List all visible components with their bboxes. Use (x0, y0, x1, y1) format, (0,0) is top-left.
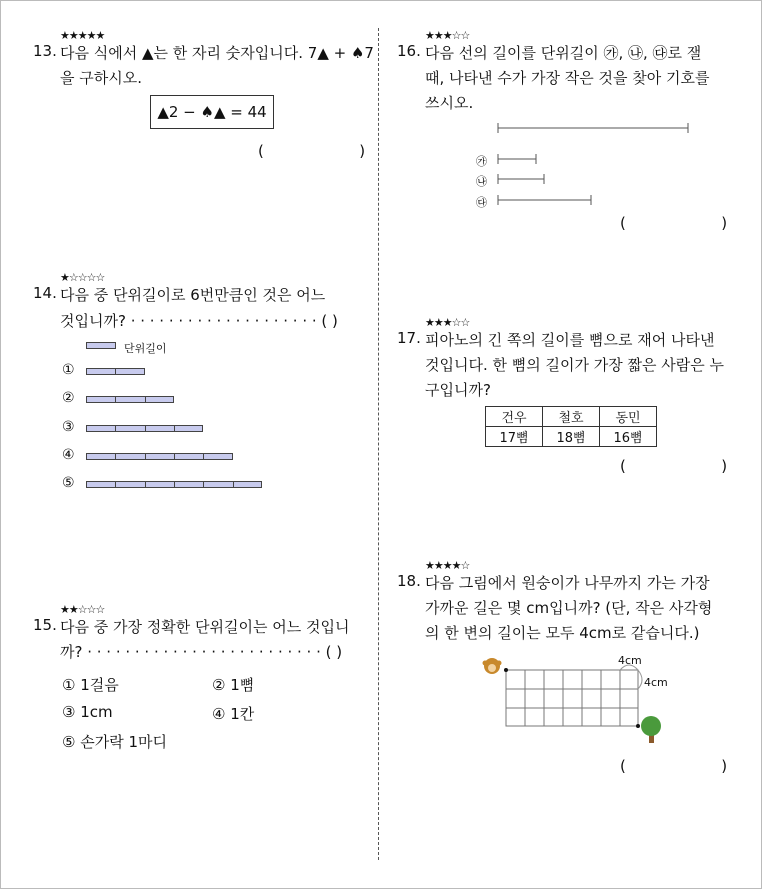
question-text: 다음 선의 길이를 단위길이 ㉮, ㉯, ㉰로 잴 (425, 44, 702, 62)
choice-marker[interactable]: ① (62, 362, 75, 378)
choice-bar (86, 368, 145, 375)
difficulty-stars: ★★★☆☆ (425, 316, 470, 329)
question-number: 18. (397, 572, 421, 590)
choice-marker[interactable]: ⑤ (62, 475, 75, 492)
question-text: 다음 중 가장 정확한 단위길이는 어느 것입니 (60, 618, 350, 636)
question-text: 때, 나타낸 수가 가장 작은 것을 찾아 기호를 (425, 69, 710, 87)
answer-blank[interactable]: ( ) (620, 457, 728, 475)
choice-bar (86, 453, 233, 460)
question-number: 17. (397, 329, 421, 347)
unit-tick (115, 397, 116, 402)
question-text: 것입니까? · · · · · · · · · · · · · · · · · · · · ( ) (60, 312, 338, 330)
unit-tick (145, 454, 146, 459)
question-text: 다음 그림에서 원숭이가 나무까지 가는 가장 (425, 574, 710, 592)
question-text: 구입니까? (425, 381, 491, 399)
table-cell: 18뼘 (543, 427, 600, 447)
unit-label: ㉰ (476, 196, 487, 209)
unit-tick (145, 397, 146, 402)
dimension-label: 4cm (618, 654, 642, 667)
choice-option[interactable]: ⑤ 손가락 1마디 (62, 733, 167, 751)
question-text: 까? · · · · · · · · · · · · · · · · · · · · · · · · · ( ) (60, 643, 343, 661)
choice-marker[interactable]: ④ (62, 446, 75, 463)
choice-bar (86, 425, 203, 432)
equation-box: ▲2 − ♠▲ = 44 (150, 95, 274, 129)
table-cell: 16뼘 (600, 427, 657, 447)
unit-tick (174, 426, 175, 431)
unit-label: ㉮ (476, 155, 487, 168)
choice-bar (86, 396, 174, 403)
choice-marker[interactable]: ③ (62, 418, 75, 435)
unit-length-label: 단위길이 (124, 342, 167, 355)
question-text: 피아노의 긴 쪽의 길이를 뼘으로 재어 나타낸 (425, 331, 715, 349)
question-number: 16. (397, 42, 421, 60)
unit-tick (233, 482, 234, 487)
tree-icon (641, 716, 661, 743)
unit-tick (203, 454, 204, 459)
question-text: 쓰시오. (425, 94, 474, 112)
monkey-icon (483, 658, 502, 674)
choice-bar (86, 481, 262, 488)
table-header: 철호 (543, 407, 600, 427)
unit-tick (115, 369, 116, 374)
question-text: 가까운 길은 몇 cm입니까? (단, 작은 사각형 (425, 599, 713, 617)
dimension-label: 4cm (644, 676, 668, 689)
line-segments-figure (470, 118, 700, 213)
unit-tick (174, 454, 175, 459)
answer-blank[interactable]: ( ) (620, 214, 728, 232)
unit-tick (145, 482, 146, 487)
answer-blank[interactable]: ( ) (620, 757, 728, 775)
choice-option[interactable]: ② 1뼘 (212, 676, 255, 694)
question-text: 을 구하시오. (60, 69, 142, 87)
difficulty-stars: ★★★★☆ (425, 559, 470, 572)
question-text: 의 한 변의 길이는 모두 4cm로 같습니다.) (425, 624, 700, 642)
span-table (485, 406, 657, 447)
difficulty-stars: ★★☆☆☆ (60, 603, 105, 616)
choice-option[interactable]: ① 1걸음 (62, 676, 119, 694)
unit-tick (115, 426, 116, 431)
choice-option[interactable]: ③ 1cm (62, 703, 113, 721)
question-number: 15. (33, 616, 57, 634)
difficulty-stars: ★★★★★ (60, 29, 105, 42)
unit-tick (203, 482, 204, 487)
grid-figure (480, 650, 680, 750)
unit-length-bar (86, 342, 116, 349)
column-divider (378, 28, 379, 860)
table-header: 건우 (486, 407, 543, 427)
unit-tick (174, 482, 175, 487)
unit-label: ㉯ (476, 175, 487, 188)
unit-tick (115, 482, 116, 487)
choice-marker[interactable]: ② (62, 390, 75, 407)
table-cell: 17뼘 (486, 427, 543, 447)
choice-option[interactable]: ④ 1칸 (212, 705, 255, 723)
unit-tick (115, 454, 116, 459)
question-number: 13. (33, 42, 57, 60)
question-text: 다음 식에서 ▲는 한 자리 숫자입니다. 7▲ + ♠7 (60, 44, 374, 62)
question-text: 다음 중 단위길이로 6번만큼인 것은 어느 (60, 286, 326, 304)
difficulty-stars: ★☆☆☆☆ (60, 271, 105, 284)
difficulty-stars: ★★★☆☆ (425, 29, 470, 42)
question-text: 것입니다. 한 뼘의 길이가 가장 짧은 사람은 누 (425, 356, 724, 374)
answer-blank[interactable]: ( ) (258, 142, 366, 160)
question-number: 14. (33, 284, 57, 302)
table-header: 동민 (600, 407, 657, 427)
unit-tick (145, 426, 146, 431)
